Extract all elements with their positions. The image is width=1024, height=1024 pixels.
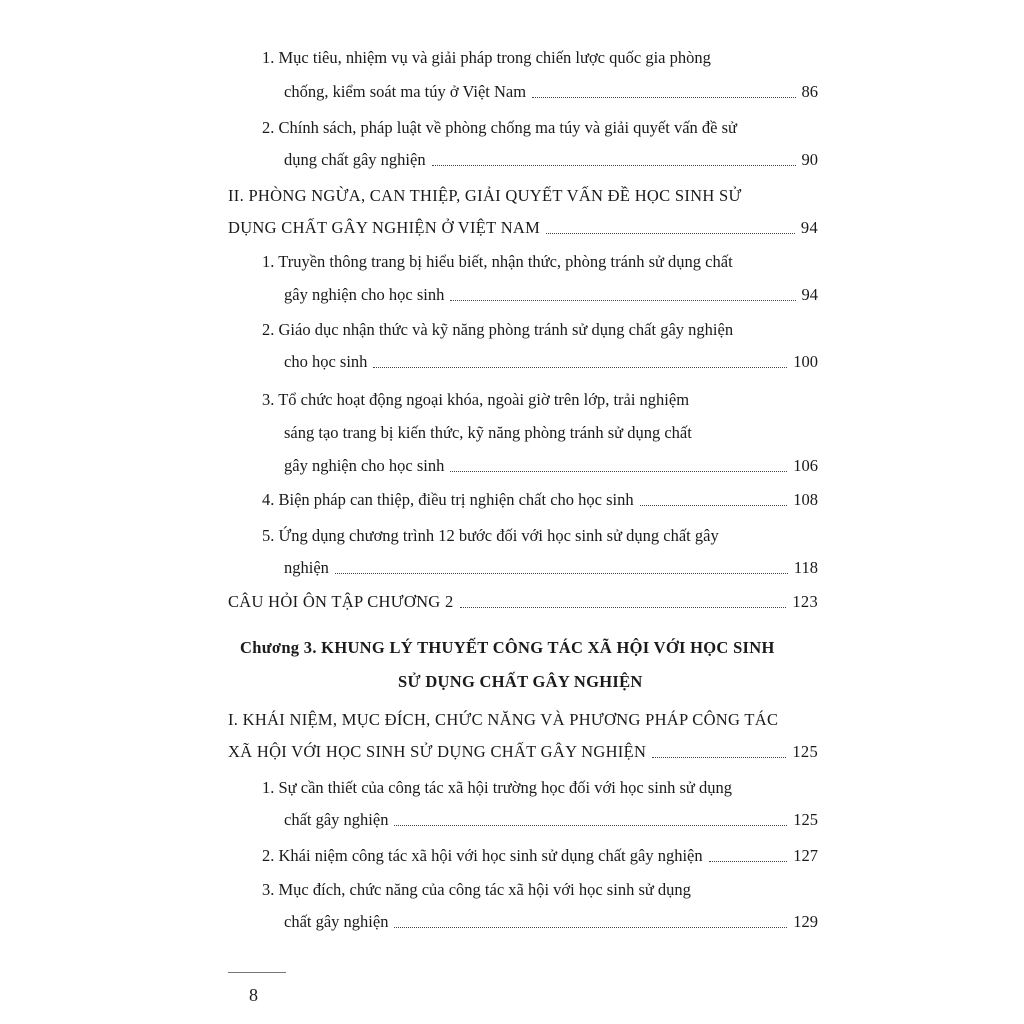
toc-entry-text: 3. Tổ chức hoạt động ngoại khóa, ngoài giờ trên lớp, trải nghiệm xyxy=(262,390,690,409)
toc-section-line[interactable] xyxy=(228,742,818,764)
toc-entry-text: 2. Chính sách, pháp luật về phòng chống ma túy và giải quyết vấn đề sử xyxy=(262,118,737,137)
toc-entry-text: 4. Biện pháp can thiệp, điều trị nghiện chất cho học sinh xyxy=(262,490,634,509)
dot-leader xyxy=(373,366,787,368)
toc-entry-text: chất gây nghiện xyxy=(284,810,389,829)
toc-entry-line[interactable] xyxy=(284,810,818,832)
toc-entry-text: 3. Mục đích, chức năng của công tác xã hội với học sinh sử dụng xyxy=(262,880,691,899)
toc-entry-line[interactable] xyxy=(284,82,818,104)
toc-section-text: I. KHÁI NIỆM, MỤC ĐÍCH, CHỨC NĂNG VÀ PHƯƠNG PHÁP CÔNG TÁC xyxy=(228,710,779,729)
toc-entry-line[interactable] xyxy=(284,150,818,172)
toc-page-number: 125 xyxy=(792,742,818,761)
toc-section-line[interactable] xyxy=(228,592,818,614)
toc-entry-text: 1. Mục tiêu, nhiệm vụ và giải pháp trong chiến lược quốc gia phòng xyxy=(262,48,711,67)
dot-leader xyxy=(546,232,795,234)
chapter-heading-line2: SỬ DỤNG CHẤT GÂY NGHIỆN xyxy=(398,672,643,691)
dot-leader xyxy=(450,299,795,301)
toc-entry-text: cho học sinh xyxy=(284,352,368,371)
toc-entry-text: chống, kiểm soát ma túy ở Việt Nam xyxy=(284,82,527,101)
toc-entry-text: 2. Khái niệm công tác xã hội với học sinh sử dụng chất gây nghiện xyxy=(262,846,703,865)
dot-leader xyxy=(394,926,787,928)
toc-page-number: 100 xyxy=(793,352,818,371)
toc-entry-line[interactable] xyxy=(284,558,818,580)
dot-leader xyxy=(709,860,788,862)
toc-section-line[interactable] xyxy=(228,218,818,240)
toc-section-text: II. PHÒNG NGỪA, CAN THIỆP, GIẢI QUYẾT VẤN ĐỀ HỌC SINH SỬ xyxy=(228,186,742,205)
dot-leader xyxy=(394,824,787,826)
toc-section-text: XÃ HỘI VỚI HỌC SINH SỬ DỤNG CHẤT GÂY NGHIỆN xyxy=(228,742,647,761)
toc-page-number: 127 xyxy=(793,846,818,865)
chapter-heading: Chương 3. KHUNG LÝ THUYẾT CÔNG TÁC XÃ HỘI VỚI HỌC SINH xyxy=(240,638,775,657)
toc-entry-line[interactable] xyxy=(262,846,818,868)
toc-page-number: 118 xyxy=(793,558,818,577)
toc-section-text: CÂU HỎI ÔN TẬP CHƯƠNG 2 xyxy=(228,592,454,611)
toc-page-number: 94 xyxy=(801,285,818,304)
toc-page-number: 106 xyxy=(793,456,818,475)
toc-page-number: 129 xyxy=(793,912,818,931)
dot-leader xyxy=(532,96,795,98)
dot-leader xyxy=(432,164,796,166)
toc-entry-text: 1. Sự cần thiết của công tác xã hội trường học đối với học sinh sử dụng xyxy=(262,778,732,797)
toc-entry-text: gây nghiện cho học sinh xyxy=(284,456,445,475)
footer-rule xyxy=(228,972,286,973)
toc-page-number: 108 xyxy=(793,490,818,509)
dot-leader xyxy=(640,504,788,506)
toc-entry-text: gây nghiện cho học sinh xyxy=(284,285,445,304)
toc-entry-line[interactable] xyxy=(284,285,818,307)
toc-entry-text: dụng chất gây nghiện xyxy=(284,150,426,169)
toc-page-number: 86 xyxy=(801,82,818,101)
toc-entry-text: chất gây nghiện xyxy=(284,912,389,931)
toc-entry-text: 1. Truyền thông trang bị hiểu biết, nhận thức, phòng tránh sử dụng chất xyxy=(262,252,733,271)
toc-entry-text: nghiện xyxy=(284,558,329,577)
dot-leader xyxy=(450,470,787,472)
toc-entry-line[interactable] xyxy=(284,352,818,374)
toc-entry-text: 5. Ứng dụng chương trình 12 bước đối với học sinh sử dụng chất gây xyxy=(262,526,719,545)
dot-leader xyxy=(335,572,788,574)
toc-entry-line[interactable] xyxy=(284,456,818,478)
toc-page-number: 94 xyxy=(800,218,818,237)
page-number: 8 xyxy=(249,985,258,1005)
toc-page-number: 125 xyxy=(793,810,818,829)
toc-entry-line[interactable] xyxy=(262,490,818,512)
toc-entry-text: sáng tạo trang bị kiến thức, kỹ năng phòng tránh sử dụng chất xyxy=(284,423,692,442)
toc-page-number: 123 xyxy=(792,592,818,611)
dot-leader xyxy=(460,606,787,608)
toc-entry-line[interactable] xyxy=(284,912,818,934)
toc-section-text: DỤNG CHẤT GÂY NGHIỆN Ở VIỆT NAM xyxy=(228,218,541,237)
dot-leader xyxy=(652,756,786,758)
toc-entry-text: 2. Giáo dục nhận thức và kỹ năng phòng tránh sử dụng chất gây nghiện xyxy=(262,320,734,339)
toc-page-number: 90 xyxy=(801,150,818,169)
